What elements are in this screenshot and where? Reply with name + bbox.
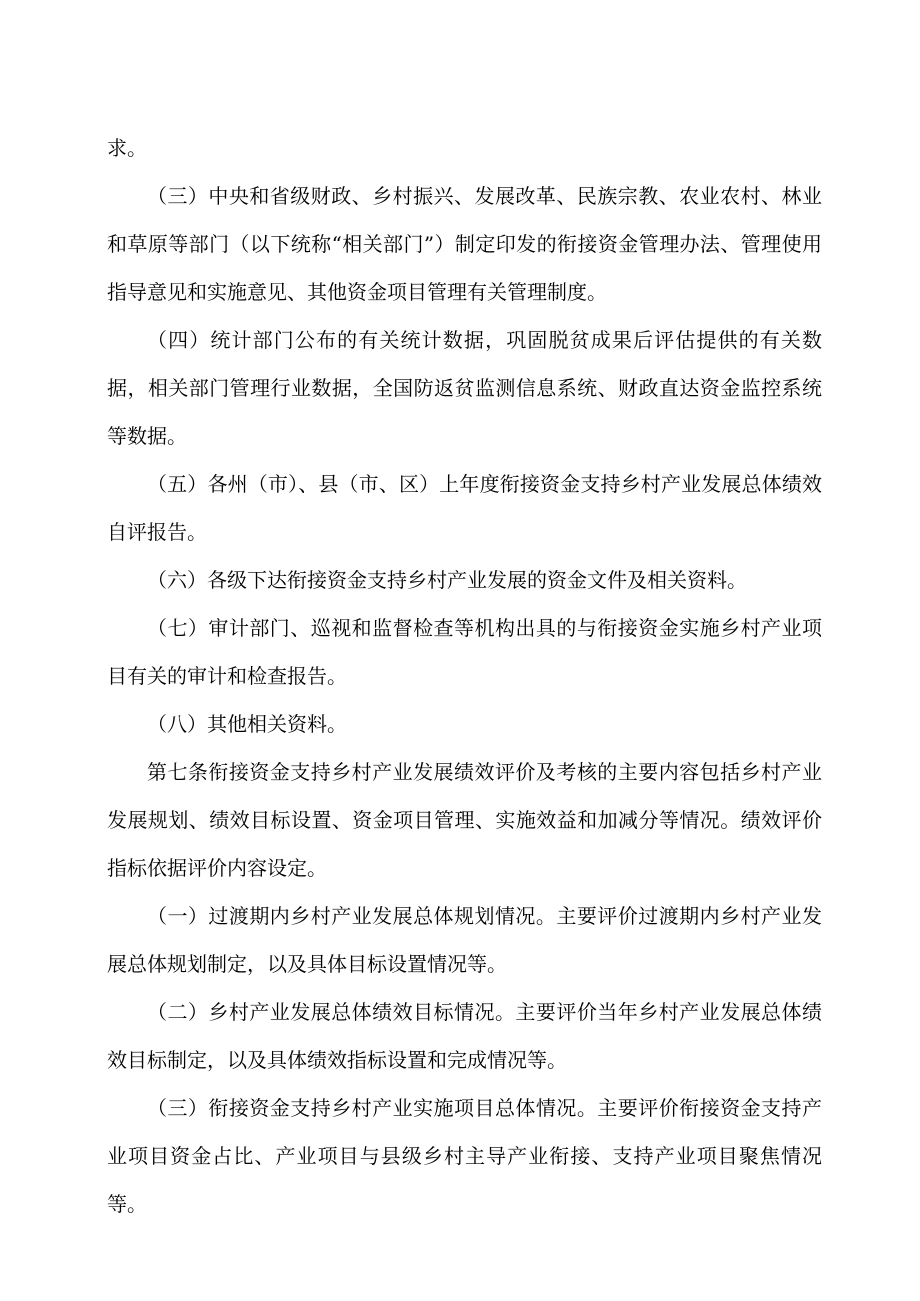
document-body	[107, 124, 822, 1228]
paragraph-eval-1: （一）过渡期内乡村产业发展总体规划情况。主要评价过渡期内乡村产业发展总体规划制定，以及具体目标设置情况等。	[107, 904, 822, 976]
paragraph-item-6: （六）各级下达衔接资金支持乡村产业发展的资金文件及相关资料。	[147, 568, 747, 592]
paragraph-continuation: 求。	[107, 136, 147, 160]
paragraph-eval-3: （三）衔接资金支持乡村产业实施项目总体情况。主要评价衔接资金支持产业项目资金占比、产业项目与县级乡村主导产业衔接、支持产业项目聚焦情况等。	[107, 1096, 822, 1216]
paragraph-item-3: （三）中央和省级财政、乡村振兴、发展改革、民族宗教、农业农村、林业和草原等部门（以下统称“相关部门”）制定印发的衔接资金管理办法、管理使用指导意见和实施意见、其他资金项目管理有关管理制度。	[107, 184, 822, 304]
paragraph-item-7: （七）审计部门、巡视和监督检查等机构出具的与衔接资金实施乡村产业项目有关的审计和检查报告。	[107, 616, 822, 688]
paragraph-item-8: （八）其他相关资料。	[147, 712, 347, 736]
paragraph-item-5: （五）各州（市）、县（市、区）上年度衔接资金支持乡村产业发展总体绩效自评报告。	[107, 472, 822, 544]
paragraph-item-4: （四）统计部门公布的有关统计数据，巩固脱贫成果后评估提供的有关数据，相关部门管理行业数据，全国防返贫监测信息系统、财政直达资金监控系统等数据。	[107, 328, 822, 448]
article-7: 第七条衔接资金支持乡村产业发展绩效评价及考核的主要内容包括乡村产业发展规划、绩效目标设置、资金项目管理、实施效益和加减分等情况。绩效评价指标依据评价内容设定。	[107, 760, 822, 880]
paragraph-eval-2: （二）乡村产业发展总体绩效目标情况。主要评价当年乡村产业发展总体绩效目标制定，以及具体绩效指标设置和完成情况等。	[107, 1000, 822, 1072]
